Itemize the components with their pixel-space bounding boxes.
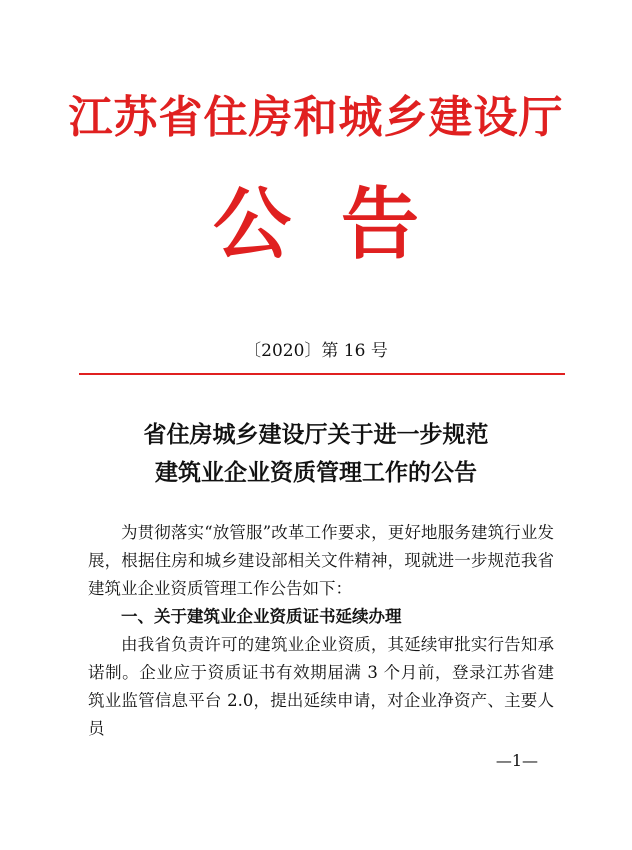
- red-divider-line: [79, 373, 565, 375]
- document-body: [88, 519, 554, 743]
- document-number: 〔2020〕第 16 号: [244, 341, 388, 361]
- section-1-heading: 一、关于建筑业企业资质证书延续办理: [121, 607, 402, 626]
- notice-heading: 公告: [212, 179, 469, 270]
- document-title-line-2: 建筑业企业资质管理工作的公告: [155, 459, 477, 486]
- intro-paragraph: 为贯彻落实“放管服”改革工作要求，更好地服务建筑行业发展，根据住房和城乡建设部相关文件精神，现就进一步规范我省建筑业企业资质管理工作公告如下：: [88, 523, 554, 598]
- section-1-paragraph: 由我省负责许可的建筑业企业资质，其延续审批实行告知承诺制。企业应于资质证书有效期届满 3 个月前，登录江苏省建筑业监管信息平台 2.0，提出延续申请，对企业净资产、主要人员: [88, 635, 554, 738]
- document-title: [0, 416, 632, 492]
- issuing-authority-title: 江苏省住房和城乡建设厅: [68, 92, 564, 143]
- page-number: —1—: [495, 751, 538, 770]
- document-title-line-1: 省住房城乡建设厅关于进一步规范: [143, 421, 489, 448]
